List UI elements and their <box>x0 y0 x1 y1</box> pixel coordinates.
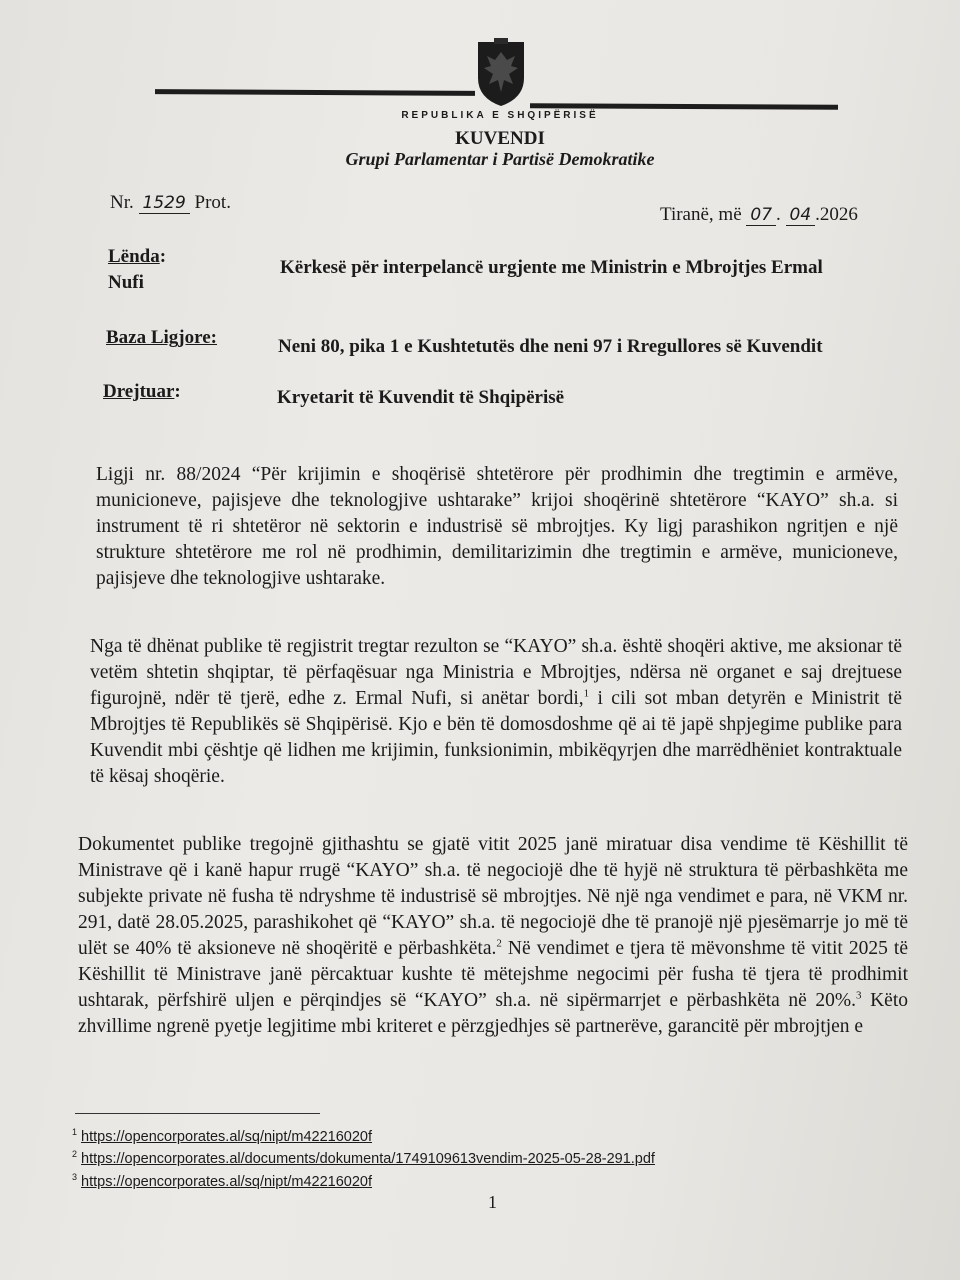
document-date: Tiranë, më 07 . 04 .2026 <box>660 204 858 225</box>
addressed-label: Drejtuar: <box>103 381 181 402</box>
date-day: 07 <box>746 205 776 226</box>
footnote-2-link[interactable]: https://opencorporates.al/documents/dokumenta/1749109613vendim-2025-05-28-291.pdf <box>81 1150 655 1167</box>
subject-label: Lënda: <box>108 246 167 267</box>
header-rule-left <box>155 89 475 96</box>
addressed-value: Kryetarit të Kuvendit të Shqipërisë <box>277 387 565 408</box>
date-year: .2026 <box>815 204 858 225</box>
page-number: 1 <box>488 1192 497 1212</box>
institution-heading: KUVENDI <box>455 128 545 149</box>
albanian-eagle-emblem-icon <box>472 38 530 108</box>
protocol-number <box>110 192 231 214</box>
footnote-separator <box>75 1113 320 1114</box>
body-paragraph-2: Nga të dhënat publike të regjistrit tregtar rezulton se “KAYO” sh.a. është shoqëri aktive, me aksionar të vetëm shtetin shqiptar, të përfaqësuar nga Ministria e Mbrojtjes, ndërsa në organet e saj drejtuese figurojnë, ndër të tjerë, edhe z. Ermal Nufi, si anëtar bordi,$^1$ i cili sot mban detyrën e Ministrit të Mbrojtjes të Republikës së Shqipërisë. Kjo e bën të domosdoshme që ai të japë shpjegime publike para Kuvendit mbi çështje që lidhen me krijimin, funksionimin, mbikëqyrjen dhe marrëdhëniet kontraktuale të kësaj shoqërie. <box>90 636 902 787</box>
footnote-1-link[interactable]: https://opencorporates.al/sq/nipt/m42216020f <box>81 1128 373 1145</box>
protocol-prot-label: Prot. <box>194 192 231 213</box>
footnote-ref-3: 3 <box>856 989 862 1002</box>
body-paragraph-1: Ligji nr. 88/2024 “Për krijimin e shoqërisë shtetërore për prodhimin dhe tregtimin e armëve, municioneve, pajisjeve dhe teknologjive ushtarake” krijoi shoqërinë shtetërore “KAYO” sh.a. si instrument të ri shtetëror në sektorin e industrisë së mbrojtjes. Ky ligj parashikon ngritjen e një strukture shtetërore me rol në prodhimin, demilitarizimin dhe tregtimin e armëve, municioneve, pajisjeve dhe teknologjive ushtarake. <box>96 464 898 589</box>
subject-label-continued: Nufi <box>108 272 144 293</box>
parliamentary-group-heading: Grupi Parlamentar i Partisë Demokratike <box>345 149 655 169</box>
republic-heading: REPUBLIKA E SHQIPËRISË <box>401 110 599 121</box>
legal-basis-label: Baza Ligjore: <box>106 327 217 348</box>
protocol-nr-handwritten: 1529 <box>139 193 190 214</box>
body-paragraph-3: Dokumentet publike tregojnë gjithashtu se gjatë vitit 2025 janë miratuar disa vendime të Këshillit të Ministrave që i kanë hapur rrugë “KAYO” sh.a. të negociojë dhe të hyjë në struktura të përbashkëta me subjekte private në fusha të ndryshme të industrisë së mbrojtjes. Në një nga vendimet e para, në VKM nr. 291, datë 28.05.2025, parashikohet që “KAYO” sh.a. të negociojë dhe të pranojë një pjesëmarrje jo më të ulët se 40% të aksioneve në shoqëritë e përbashkëta.$^2$ Në vendimet e tjera të mëvonshme të vitit 2025 të Këshillit të Ministrave janë përcaktuar kushte të mëtejshme negocimi për fusha të tjera të prodhimit ushtarak, përfshirë uljen e përqindjes së “KAYO” sh.a. në sipërmarrjet e përbashkëta në 20%.$^3$ Këto zhvillime ngrenë pyetje legjitime mbi kriteret e përzgjedhjes së partnerëve, garancitë për mbrojtjen e <box>78 834 909 1037</box>
footnote-ref-2: 2 <box>496 937 502 950</box>
subject-value: Kërkesë për interpelancë urgjente me Ministrin e Mbrojtjes Ermal <box>280 257 823 278</box>
footnote-2: $^2$ https://opencorporates.al/documents/dokumenta/1749109613vendim-2025-05-28-291.pdf <box>72 1149 655 1167</box>
legal-basis-value: Neni 80, pika 1 e Kushtetutës dhe neni 97 i Rregullores së Kuvendit <box>278 336 823 357</box>
footnote-ref-1: 1 <box>583 687 590 700</box>
header-rule-right <box>530 103 838 110</box>
footnote-3: $^3$ https://opencorporates.al/sq/nipt/m42216020f <box>72 1172 373 1190</box>
protocol-nr-label: Nr. <box>110 192 134 213</box>
footnote-3-link[interactable]: https://opencorporates.al/sq/nipt/m42216020f <box>81 1173 373 1190</box>
footnote-1: $^1$ https://opencorporates.al/sq/nipt/m42216020f <box>72 1127 373 1145</box>
date-prefix: Tiranë, më <box>660 204 742 225</box>
date-month: 04 <box>786 205 816 226</box>
